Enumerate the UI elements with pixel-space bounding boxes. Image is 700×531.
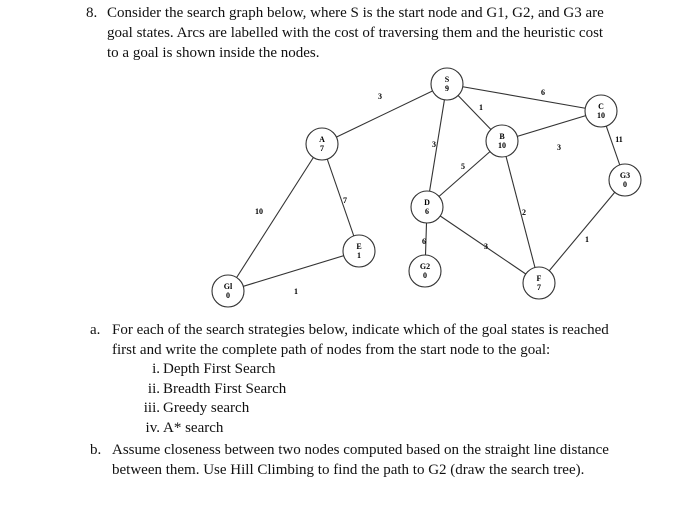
node-name: F [536, 273, 542, 283]
strategy-item [140, 419, 610, 439]
edge-line [427, 84, 447, 207]
node-name: G2 [419, 261, 431, 271]
graph-node [409, 255, 441, 287]
edge-cost-label: 10 [255, 206, 263, 216]
node-heuristic: 0 [623, 179, 627, 189]
strategy-item [140, 380, 610, 400]
part-b [90, 441, 610, 480]
edge-cost-label: 3 [432, 139, 436, 149]
graph-node [212, 275, 244, 307]
part-b-text: Assume closeness between two nodes computed based on the straight line distance between them. Use Hill Climbing to find the path to G2 (draw the search tree). [112, 442, 609, 478]
node-name: B [499, 131, 505, 141]
node-heuristic: 7 [320, 143, 324, 153]
strategy-item [140, 360, 610, 380]
node-heuristic: 7 [537, 282, 541, 292]
part-a [90, 321, 610, 438]
question-parts [90, 321, 610, 480]
strategy-label: A* search [163, 419, 224, 436]
graph-node [431, 68, 463, 100]
edge-cost-label: 11 [615, 134, 623, 144]
part-a-letter: a. [90, 322, 101, 338]
node-heuristic: 10 [498, 140, 506, 150]
graph-edge [322, 84, 447, 144]
edge-cost-label: 5 [461, 161, 465, 171]
edge-cost-label: 6 [541, 87, 545, 97]
edge-cost-label: 6 [422, 236, 426, 246]
graph-edge [228, 144, 322, 291]
question-number: 8. [86, 5, 98, 21]
strategy-number: ii. [147, 380, 160, 397]
edge-line [228, 251, 359, 291]
graph-node [306, 128, 338, 160]
edge-cost-label: 3 [378, 91, 382, 101]
node-heuristic: 6 [425, 206, 429, 216]
node-name: C [598, 101, 604, 111]
edge-cost-label: 1 [585, 234, 589, 244]
strategy-label: Depth First Search [163, 361, 276, 377]
edge-line [322, 144, 362, 251]
edge-cost-label: 2 [522, 207, 526, 217]
node-name: S [444, 74, 450, 84]
graph-node [585, 95, 617, 127]
graph-node [411, 191, 443, 223]
graph-edge [536, 180, 625, 283]
edge-cost-label: 3 [557, 142, 561, 152]
node-name: Gl [223, 281, 233, 291]
node-heuristic: 10 [597, 110, 605, 120]
strategy-number: i. [152, 361, 160, 377]
graph-node [343, 235, 375, 267]
edge-line [447, 84, 601, 111]
question-text: Consider the search graph below, where S is the start node and G1, G2, and G3 are goal states. Arcs are labelled with the cost of traversing them and the heuristic cost to a goal is shown inside the nodes. [107, 5, 604, 61]
node-heuristic: 0 [423, 270, 427, 280]
graph-edge [228, 251, 359, 296]
graph-node [523, 267, 555, 299]
graph-node [609, 164, 641, 196]
edge-cost-label: 3 [484, 241, 488, 251]
strategy-number: iv. [145, 419, 160, 436]
graph-node [486, 125, 518, 157]
edge-cost-label: 1 [479, 102, 483, 112]
graph-edge [322, 144, 362, 251]
strategy-number: iii. [143, 400, 160, 416]
node-name: D [424, 197, 430, 207]
strategy-label: Greedy search [163, 400, 250, 416]
node-name: G3 [619, 170, 631, 180]
part-a-text: For each of the search strategies below, indicate which of the goal states is reached first and write the complete path of nodes from the start node to the goal: [112, 322, 609, 358]
graph-edge [427, 84, 447, 207]
node-name: A [319, 134, 325, 144]
edge-line [322, 84, 447, 144]
strategy-list [112, 360, 610, 438]
part-b-letter: b. [90, 442, 102, 458]
strategy-item [140, 399, 610, 419]
node-heuristic: 0 [226, 290, 230, 300]
edge-line [536, 180, 625, 283]
edge-cost-label: 7 [343, 195, 347, 205]
node-heuristic: 1 [357, 250, 361, 260]
edge-line [228, 144, 322, 291]
strategy-label: Breadth First Search [163, 380, 287, 397]
node-heuristic: 9 [445, 83, 449, 93]
graph-edge [447, 84, 601, 111]
node-name: E [356, 241, 362, 251]
edge-cost-label: 1 [294, 286, 298, 296]
